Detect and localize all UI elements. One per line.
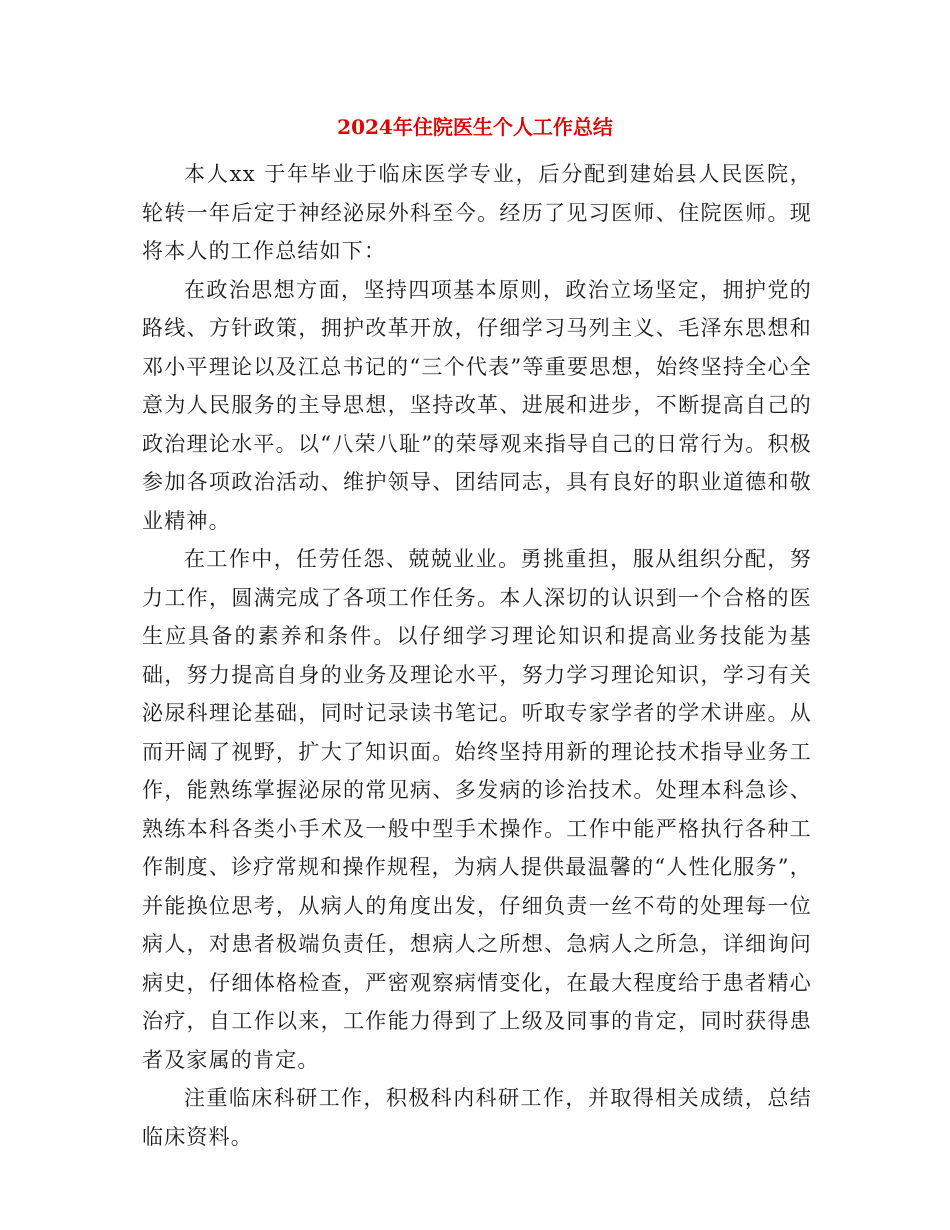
- paragraph-research: 注重临床科研工作，积极科内科研工作，并取得相关成绩，总结临床资料。: [142, 1086, 812, 1149]
- document-body: [142, 155, 812, 1156]
- paragraph-political: 在政治思想方面，坚持四项基本原则，政治立场坚定，拥护党的路线、方针政策，拥护改革开放，仔细学习马列主义、毛泽东思想和邓小平理论以及江总书记的“三个代表”等重要思想，始终坚持全心全意为人民服务的主导思想，坚持改革、进展和进步，不断提高自己的政治理论水平。以“八荣八耻”的荣辱观来指导自己的日常行为。积极参加各项政治活动、维护领导、团结同志，具有良好的职业道德和敬业精神。: [142, 277, 812, 533]
- paragraph-intro: 本人xx 于年毕业于临床医学专业，后分配到建始县人民医院，轮转一年后定于神经泌尿外科至今。经历了见习医师、住院医师。现将本人的工作总结如下：: [142, 162, 812, 263]
- paragraph-work: 在工作中，任劳任怨、兢兢业业。勇挑重担，服从组织分配，努力工作，圆满完成了各项工作任务。本人深切的认识到一个合格的医生应具备的素养和条件。以仔细学习理论知识和提高业务技能为基础，努力提高自身的业务及理论水平，努力学习理论知识，学习有关泌尿科理论基础，同时记录读书笔记。听取专家学者的学术讲座。从而开阔了视野，扩大了知识面。始终坚持用新的理论技术指导业务工作，能熟练掌握泌尿的常见病、多发病的诊治技术。处理本科急诊、熟练本科各类小手术及一般中型手术操作。工作中能严格执行各种工作制度、诊疗常规和操作规程，为病人提供最温馨的“人性化服务”，并能换位思考，从病人的角度出发，仔细负责一丝不苟的处理每一位病人，对患者极端负责任，想病人之所想、急病人之所急，详细询问病史，仔细体格检查，严密观察病情变化，在最大程度给于患者精心治疗，自工作以来，工作能力得到了上级及同事的肯定，同时获得患者及家属的肯定。: [142, 547, 812, 1072]
- document-title: 2024年住院医生个人工作总结: [337, 115, 613, 139]
